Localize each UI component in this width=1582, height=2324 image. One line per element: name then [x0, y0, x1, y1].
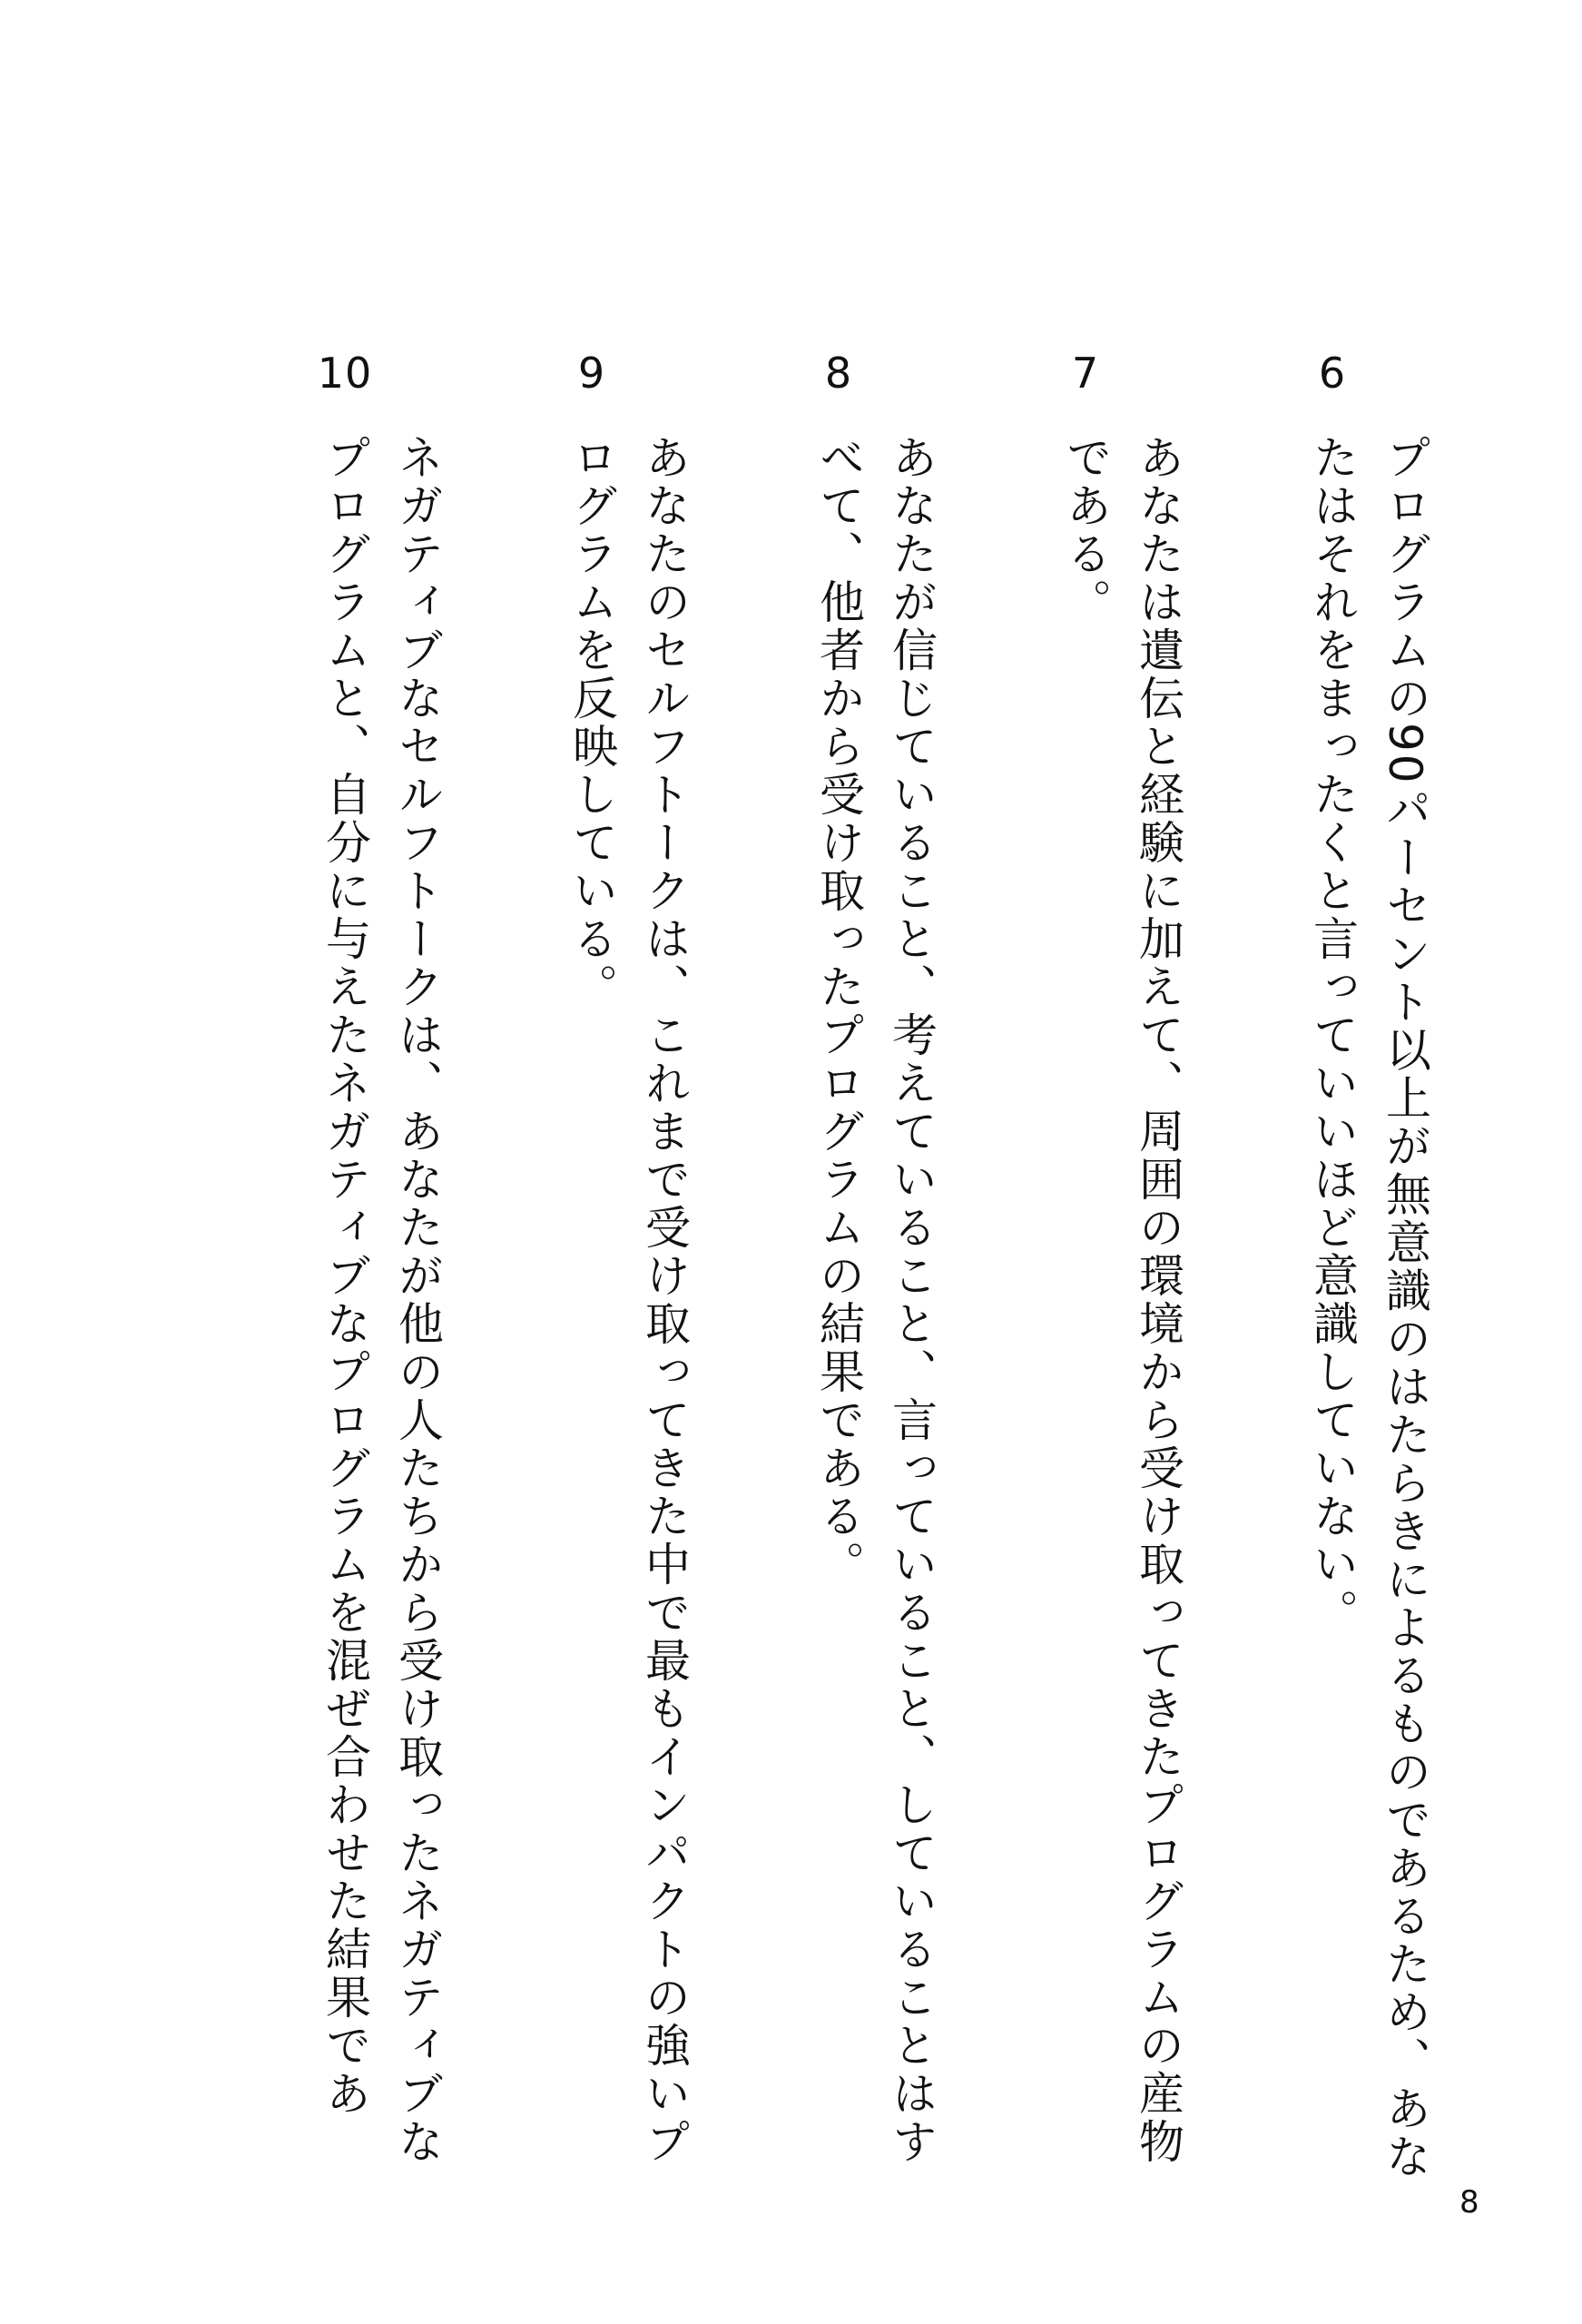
item-text — [1049, 434, 1194, 2166]
item-text — [802, 434, 948, 2166]
text-line: あなたが信じていること、考えていること、言っていること、していることはす — [885, 434, 938, 2166]
text-line: あなたのセルフトークは、これまで受け取ってきた中で最もインパクトの強いプ — [638, 434, 691, 2166]
item-number: 7 — [1071, 349, 1100, 398]
text-line: たはそれをまったくと言っていいほど意識していない。 — [1306, 434, 1359, 1637]
item-text — [555, 434, 701, 2166]
item-number: 10 — [317, 349, 373, 398]
text-line: べて、他者から受け取ったプログラムの結果である。 — [812, 434, 865, 1589]
item-number: 9 — [577, 349, 606, 398]
text-line: ログラムを反映している。 — [565, 434, 618, 1011]
text-line: プログラムと、自分に与えたネガティブなプログラムを混ぜ合わせた結果であ — [319, 434, 371, 2118]
text-line: ネガティブなセルフトークは、あなたが他の人たちから受け取ったネガティブな — [391, 434, 444, 2166]
text-line: プログラムの90パーセント以上が無意識のはたらきによるものであるため、あな — [1379, 434, 1431, 2181]
text-line: である。 — [1059, 434, 1112, 626]
item-text — [1296, 434, 1441, 2181]
page-number: 8 — [1459, 2184, 1479, 2221]
item-number: 6 — [1318, 349, 1347, 398]
text-line: あなたは遺伝と経験に加えて、周囲の環境から受け取ってきたプログラムの産物 — [1132, 434, 1184, 2166]
item-text — [309, 434, 454, 2166]
item-number: 8 — [824, 349, 853, 398]
